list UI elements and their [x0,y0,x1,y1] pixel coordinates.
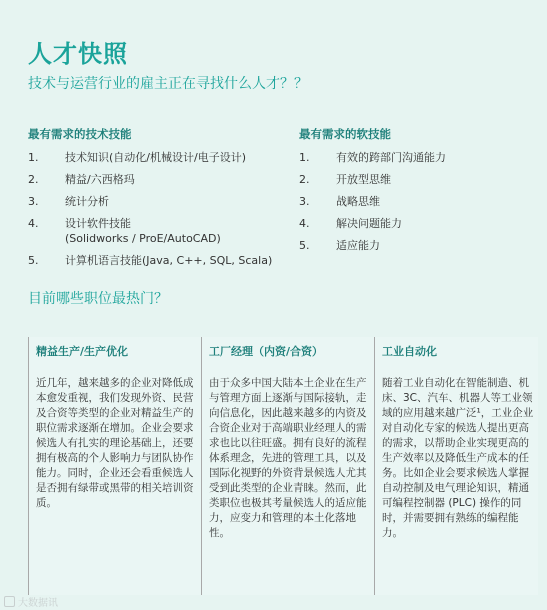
list-item [28,172,290,187]
tech-skills-section [28,126,290,275]
soft-skills-list [299,150,529,253]
list-item [299,150,529,165]
page-subtitle: 技术与运营行业的雇主正在寻找什么人才？？ [28,76,308,92]
job-description: 随着工业自动化在智能制造、机床、3C、汽车、机器人等工业领域的应用越来越广泛¹，工业企业对自动化专家的候选人提出更高的需求，以帮助企业实现更高的生产效率以及降低生产成本的任务。比如企业会要求候选人掌握自动控制及电气理论知识，精通可编程控制器 (PLC) 操作的同时，并需要拥有熟练的编程能力。 [382,377,534,539]
list-item [28,216,290,246]
list-item-number: 3. [299,195,310,208]
job-title: 工业自动化 [382,345,437,358]
list-item [299,194,529,209]
page-title: 人才快照 [28,40,128,68]
list-item [299,172,529,187]
list-item-number: 3. [28,195,39,208]
list-item-text: 精益/六西格玛 [65,173,135,186]
list-item [299,216,529,231]
list-item-number: 2. [299,173,310,186]
list-item-text: 设计软件技能 (Solidworks / ProE/AutoCAD) [65,217,221,245]
job-column-industrial-automation [374,337,538,595]
list-item-number: 1. [28,151,39,164]
tech-skills-list [28,150,290,268]
job-column-factory-manager [201,337,373,595]
watermark [4,594,58,609]
list-item [28,253,290,268]
list-item-number: 5. [299,239,310,252]
soft-skills-heading: 最有需求的软技能 [299,127,391,141]
list-item-text: 解决问题能力 [336,217,402,230]
hot-jobs-panel [28,337,538,595]
job-title: 精益生产/生产优化 [36,345,129,358]
list-item-text: 适应能力 [336,239,380,252]
watermark-text: 大数据讯 [18,598,58,609]
hot-jobs-heading: 目前哪些职位最热门？ [28,291,168,307]
list-item-number: 2. [28,173,39,186]
list-item [28,150,290,165]
list-item-number: 4. [299,217,310,230]
list-item-number: 5. [28,254,39,267]
list-item-text: 计算机语言技能(Java, C++, SQL, Scala) [65,254,273,267]
list-item-text: 技术知识(自动化/机械设计/电子设计) [65,151,246,164]
list-item-text: 战略思维 [336,195,380,208]
list-item-number: 4. [28,217,39,230]
job-description: 由于众多中国大陆本土企业在生产与管理方面上逐渐与国际接轨，走向信息化，因此越来越多的内资及合资企业对于高端职业经理人的需求也比以往旺盛。拥有良好的流程体系理念，先进的管理工具，以及国际化视野的外资背景候选人尤其受到此类型的企业青睐。然而，此类职位也极其考量候选人的适应能力，应变力和管理的本土化落地性。 [209,377,367,539]
job-title: 工厂经理（内资/合资） [209,345,324,358]
list-item-text: 开放型思维 [336,173,391,186]
job-description: 近几年，越来越多的企业对降低成本愈发重视，我们发现外资、民营及合资等类型的企业对精益生产的职位需求逐渐在增加。企业会要求候选人有扎实的理论基础上，还要拥有极高的个人影响力与团队协作能力。同时，企业还会看重候选人是否拥有绿带或黑带的相关培训资质。 [36,377,194,509]
tech-skills-heading: 最有需求的技术技能 [28,127,132,141]
watermark-logo-icon [4,596,15,607]
list-item-text: 有效的跨部门沟通能力 [336,151,446,164]
list-item-number: 1. [299,151,310,164]
job-column-lean-production [28,337,200,595]
list-item [299,238,529,253]
list-item-text: 统计分析 [65,195,109,208]
soft-skills-section [299,126,529,260]
list-item [28,194,290,209]
